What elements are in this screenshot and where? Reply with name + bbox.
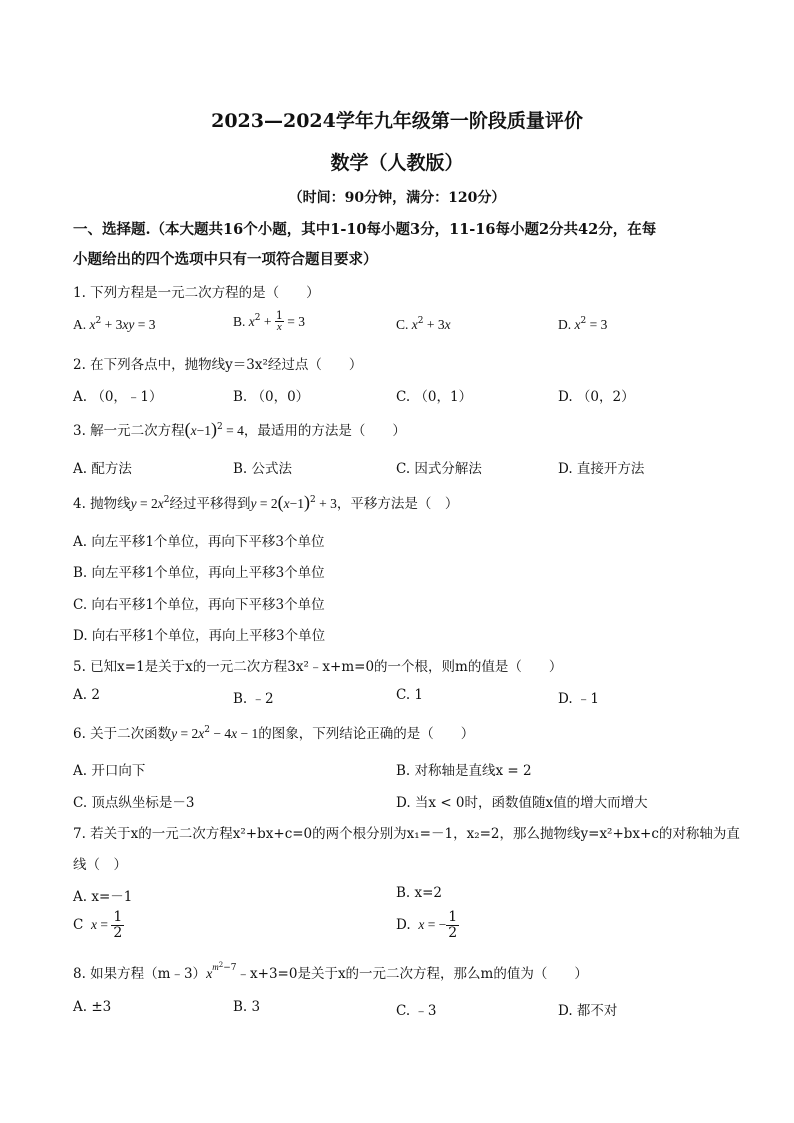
section-heading-line-2: 小题给出的四个选项中只有一项符合题目要求） bbox=[73, 251, 378, 268]
q1-option-a: A. $x^2 + 3xy = 3$ bbox=[73, 316, 156, 332]
q5-option-b: B. ﹣2 bbox=[233, 691, 274, 707]
q4-option-b: B. 向左平移1个单位，再向上平移3个单位 bbox=[73, 565, 325, 581]
question-6-stem: 6. 关于二次函数$y = 2x^2 - 4x - 1$的图象，下列结论正确的是（ ） bbox=[73, 725, 475, 742]
exam-info: （时间：90分钟，满分：120分） bbox=[288, 190, 506, 206]
q5-option-d: D. ﹣1 bbox=[558, 691, 600, 707]
q1-option-c: C. $x^2 + 3x$ bbox=[396, 316, 451, 332]
q2-option-c: C. （0，1） bbox=[396, 389, 473, 405]
question-7-stem-line-1: 7. 若关于x的一元二次方程x²+bx+c=0的两个根分别为x₁=－1，x₂=2，那么抛物线y=x²+bx+c的对称轴为直 bbox=[73, 826, 740, 842]
question-1-stem: 1. 下列方程是一元二次方程的是（ ） bbox=[73, 285, 320, 301]
q4-option-c: C. 向右平移1个单位，再向下平移3个单位 bbox=[73, 597, 325, 613]
question-2-stem: 2. 在下列各点中，抛物线y＝3x²经过点（ ） bbox=[73, 357, 363, 373]
q6-option-c: C. 顶点纵坐标是－3 bbox=[73, 795, 195, 811]
q2-option-d: D. （0，2） bbox=[558, 389, 635, 405]
q7-option-b: B. x=2 bbox=[396, 885, 443, 901]
q1-option-b: B. $x^2$ + $\frac{1}{x}$ = 3 bbox=[233, 309, 305, 333]
page-title: 2023—2024学年九年级第一阶段质量评价 bbox=[211, 110, 583, 132]
q5-option-c: C. 1 bbox=[396, 687, 424, 703]
q7-option-d: D. x = − $\frac{1}{2}$ bbox=[396, 909, 458, 941]
q7-option-c: C x = $\frac{1}{2}$ bbox=[73, 909, 123, 941]
question-4-stem: 4. 抛物线$y = 2x^2$经过平移得到$y = 2(x-1)^2 + 3$，平移方法是（ ） bbox=[73, 492, 459, 512]
question-8-stem: 8. 如果方程$(m﹣3)x^{m2-7}﹣x+3=0$是关于x的一元二次方程，那么m的值为（ ） bbox=[73, 961, 588, 982]
q7-option-a: A. x=－1 bbox=[73, 889, 133, 905]
page-subtitle: 数学（人教版） bbox=[330, 152, 464, 174]
q4-option-d: D. 向右平移1个单位，再向上平移3个单位 bbox=[73, 628, 326, 644]
question-5-stem: 5. 已知x=1是关于x的一元二次方程3x²﹣x+m=0的一个根，则m的值是（ ） bbox=[73, 659, 563, 675]
question-3-stem: 3. 解一元二次方程$(x-1)^2 = 4$，最适用的方法是（ ） bbox=[73, 419, 406, 439]
q3-option-a: A. 配方法 bbox=[73, 461, 132, 477]
q8-option-c: C. ﹣3 bbox=[396, 1003, 437, 1019]
q4-option-a: A. 向左平移1个单位，再向下平移3个单位 bbox=[73, 534, 325, 550]
section-heading-line-1: 一、选择题.（本大题共16个小题，其中1-10每小题3分，11-16每小题2分共42分，在每 bbox=[73, 221, 657, 238]
q6-option-b: B. 对称轴是直线x = 2 bbox=[396, 763, 532, 779]
q3-option-d: D. 直接开方法 bbox=[558, 461, 645, 477]
q6-option-d: D. 当x < 0时，函数值随x值的增大而增大 bbox=[396, 795, 648, 811]
q6-option-a: A. 开口向下 bbox=[73, 763, 146, 779]
q8-option-a: A. ±3 bbox=[73, 999, 112, 1015]
q8-option-d: D. 都不对 bbox=[558, 1003, 618, 1019]
q8-option-b: B. 3 bbox=[233, 999, 261, 1015]
q3-option-b: B. 公式法 bbox=[233, 461, 293, 477]
q5-option-a: A. 2 bbox=[73, 687, 100, 703]
q1-option-d: D. $x^2 = 3$ bbox=[558, 316, 608, 332]
question-7-stem-line-2: 线（ ） bbox=[73, 857, 127, 873]
q3-option-c: C. 因式分解法 bbox=[396, 461, 482, 477]
q2-option-b: B. （0，0） bbox=[233, 389, 310, 405]
q2-option-a: A. （0，﹣1） bbox=[73, 389, 163, 405]
